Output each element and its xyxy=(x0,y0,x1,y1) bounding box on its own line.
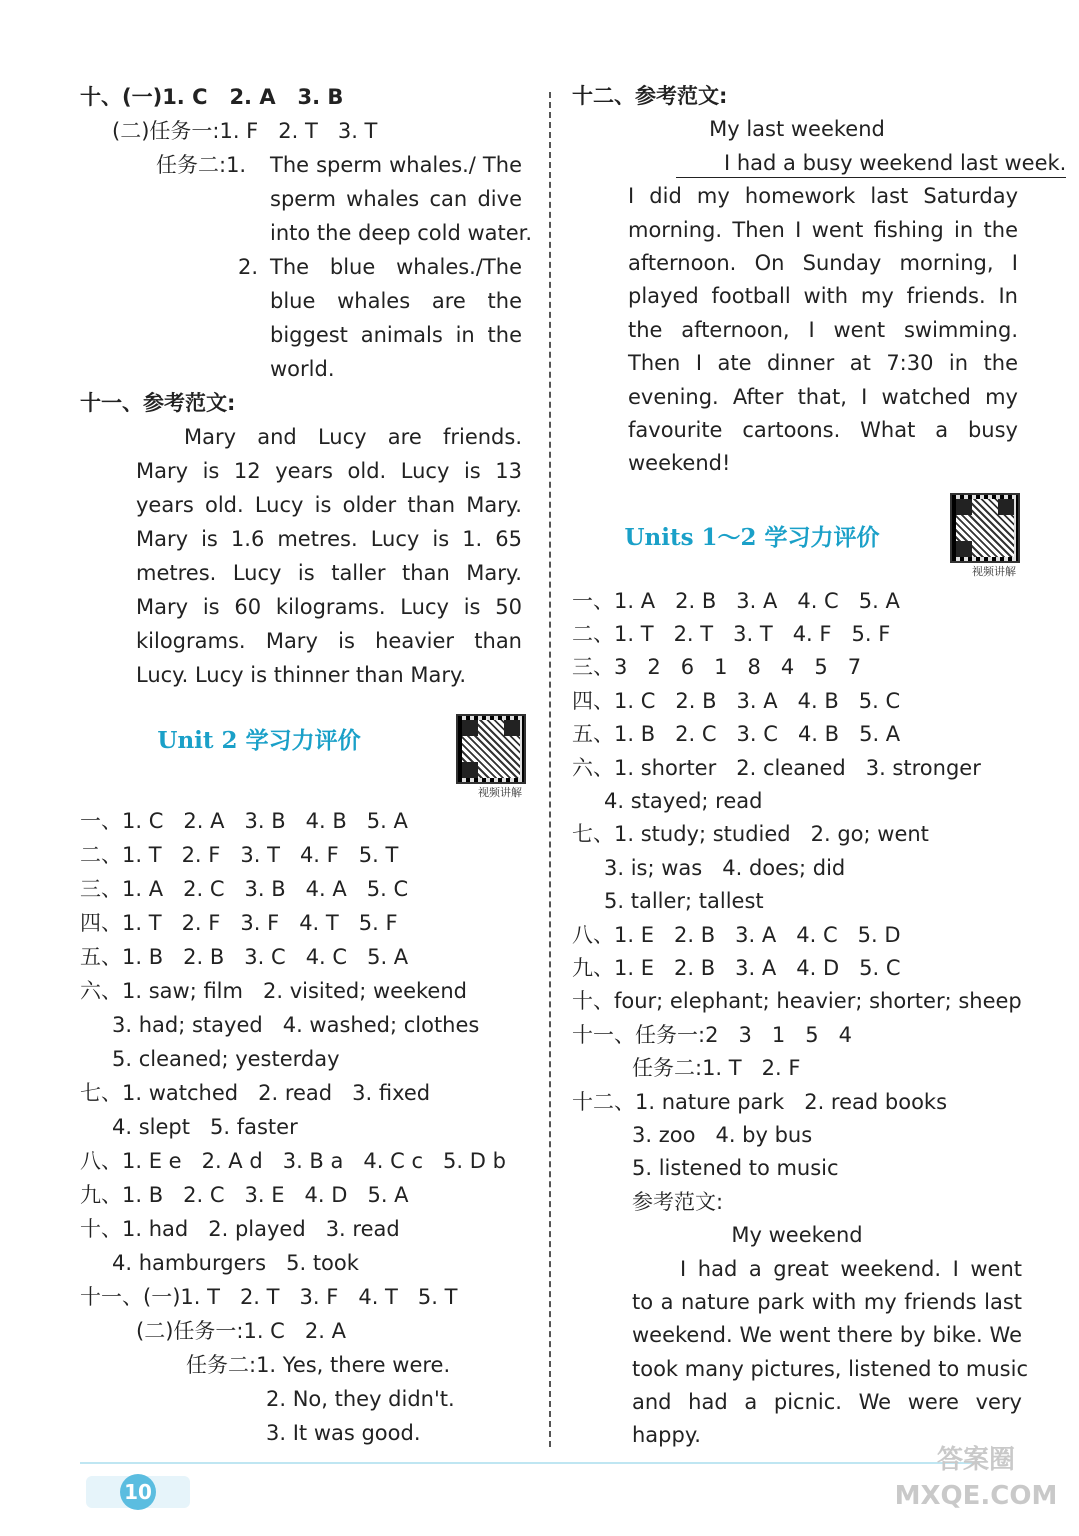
answer-line: 六、1. saw; film 2. visited; weekend xyxy=(80,979,467,1003)
essay-line: Then I ate dinner at 7:30 in the xyxy=(628,351,1018,376)
section-label: 参考范文: xyxy=(632,1189,724,1214)
essay-line: Mary is 1.6 metres. Lucy is 1. 65 xyxy=(136,527,522,551)
unit-2-header xyxy=(80,692,528,804)
answer-line: 十一、(一)1. T 2. T 3. F 4. T 5. T xyxy=(80,1285,458,1309)
answer-line: sperm whales can dive xyxy=(270,187,522,211)
answer-line: 4. slept 5. faster xyxy=(112,1115,298,1139)
essay-line: metres. Lucy is taller than Mary. xyxy=(136,561,522,585)
essay-line: Mary is 12 years old. Lucy is 13 xyxy=(136,459,522,483)
essay-line: kilograms. Mary is heavier than xyxy=(136,629,522,653)
essay-line: Lucy. Lucy is thinner than Mary. xyxy=(136,663,467,687)
page-number-badge xyxy=(86,1476,190,1508)
answer-line: blue whales are the xyxy=(270,289,522,313)
unit-title: Unit 2 学习力评价 xyxy=(157,727,361,754)
answer-line: world. xyxy=(270,357,335,381)
answer-line: 3. had; stayed 4. washed; clothes xyxy=(112,1013,480,1037)
answer-line: 八、1. E 2. B 3. A 4. C 5. D xyxy=(572,922,901,947)
essay-line: Mary and Lucy are friends. xyxy=(184,425,522,449)
essay-line: years old. Lucy is older than Mary. xyxy=(136,493,522,517)
answer-line: 八、1. E e 2. A d 3. B a 4. C c 5. D b xyxy=(80,1149,506,1173)
answer-line: 四、1. T 2. F 3. F 4. T 5. F xyxy=(80,911,398,935)
essay-line: played football with my friends. In xyxy=(628,284,1018,309)
essay-line: the afternoon, I went swimming. xyxy=(628,317,1018,342)
answer-line: 3. is; was 4. does; did xyxy=(604,855,846,880)
answer-line: 5. taller; tallest xyxy=(604,889,764,914)
essay-line: afternoon. On Sunday morning, I xyxy=(628,250,1018,275)
essay-line: happy. xyxy=(632,1423,701,1448)
essay-line: and had a picnic. We were very xyxy=(632,1390,1022,1415)
units-1-2-header xyxy=(572,481,1022,585)
answer-line: 3. zoo 4. by bus xyxy=(632,1122,813,1147)
answer-line: 四、1. C 2. B 3. A 4. B 5. C xyxy=(572,688,901,713)
essay-line: weekend! xyxy=(628,451,731,476)
answer-line: 2. No, they didn't. xyxy=(266,1387,455,1411)
answer-line: biggest animals in the xyxy=(270,323,522,347)
footer-rule xyxy=(80,1462,980,1464)
answer-block xyxy=(80,148,533,386)
answer-line: 十、(一)1. C 2. A 3. B xyxy=(80,85,344,109)
answer-line: (二)任务一:1. C 2. A xyxy=(136,1319,346,1343)
answer-line: The sperm whales./ The xyxy=(270,153,522,177)
qr-code-icon[interactable] xyxy=(950,493,1020,563)
answer-line: 任务二:1. T 2. F xyxy=(632,1056,801,1081)
answer-line: 任务二:1. Yes, there were. xyxy=(186,1353,451,1377)
answer-label: 任务二:1. xyxy=(156,153,247,177)
answer-line: 二、1. T 2. F 3. T 4. F 5. T xyxy=(80,843,399,867)
answer-line: 4. hamburgers 5. took xyxy=(112,1251,359,1275)
section-label: 十一、参考范文: xyxy=(80,391,236,415)
answer-line: into the deep cold water. xyxy=(270,221,533,245)
essay-line: to a nature park with my friends last xyxy=(632,1289,1022,1314)
answer-line: 一、1. A 2. B 3. A 4. C 5. A xyxy=(572,588,900,613)
watermark-logo xyxy=(891,1442,1061,1522)
essay-line: morning. Then I went fishing in the xyxy=(628,217,1018,242)
answer-line: 一、1. C 2. A 3. B 4. B 5. A xyxy=(80,809,408,833)
unit-title: Units 1～2 学习力评价 xyxy=(624,523,880,551)
essay-line-underlined: I had a busy weekend last week. xyxy=(676,149,1066,178)
answer-line: 3. It was good. xyxy=(266,1421,421,1445)
answer-line: 5. listened to music xyxy=(632,1156,839,1181)
answer-line: 五、1. B 2. B 3. C 4. C 5. A xyxy=(80,945,409,969)
answer-line: 4. stayed; read xyxy=(604,789,763,814)
column-divider xyxy=(549,92,551,1447)
essay-line xyxy=(572,147,1067,180)
answer-line: 七、1. study; studied 2. go; went xyxy=(572,822,929,847)
answer-line: 三、1. A 2. C 3. B 4. A 5. C xyxy=(80,877,409,901)
essay-line: evening. After that, I watched my xyxy=(628,384,1018,409)
answer-line: 六、1. shorter 2. cleaned 3. stronger xyxy=(572,755,981,780)
essay-title: My weekend xyxy=(731,1223,863,1248)
answer-line: 七、1. watched 2. read 3. fixed xyxy=(80,1081,431,1105)
right-column xyxy=(572,80,1067,1453)
essay-title: My last weekend xyxy=(709,117,885,142)
answer-line: 九、1. B 2. C 3. E 4. D 5. A xyxy=(80,1183,409,1207)
essay-line: weekend. We went there by bike. We xyxy=(632,1323,1022,1348)
answer-line: 十、1. had 2. played 3. read xyxy=(80,1217,400,1241)
qr-code-icon[interactable] xyxy=(456,714,526,784)
answer-number: 2. xyxy=(238,255,259,279)
answer-line: (二)任务一:1. F 2. T 3. T xyxy=(112,119,378,143)
answer-line: 三、3 2 6 1 8 4 5 7 xyxy=(572,655,862,680)
answer-line: 十一、任务一:2 3 1 5 4 xyxy=(572,1022,852,1047)
left-column xyxy=(80,80,533,1450)
essay-line: I did my homework last Saturday xyxy=(628,184,1018,209)
essay-line: Mary is 60 kilograms. Lucy is 50 xyxy=(136,595,522,619)
watermark-text: 答案圈 xyxy=(936,1445,1015,1475)
answer-line: 九、1. E 2. B 3. A 4. D 5. C xyxy=(572,955,901,980)
qr-label: 视频讲解 xyxy=(972,564,1016,578)
answer-line: 5. cleaned; yesterday xyxy=(112,1047,340,1071)
page-number: 10 xyxy=(120,1474,156,1510)
answer-line: 五、1. B 2. C 3. C 4. B 5. A xyxy=(572,722,901,747)
answer-line: 二、1. T 2. T 3. T 4. F 5. F xyxy=(572,622,891,647)
qr-label: 视频讲解 xyxy=(478,786,522,799)
answer-line: 十二、1. nature park 2. read books xyxy=(572,1089,948,1114)
essay-line: I had a great weekend. I went xyxy=(680,1256,1022,1281)
essay-line: took many pictures, listened to music xyxy=(632,1356,1028,1381)
answer-line: 十、four; elephant; heavier; shorter; sheep xyxy=(572,989,1022,1014)
answer-line: The blue whales./The xyxy=(270,255,522,279)
essay-line: favourite cartoons. What a busy xyxy=(628,417,1018,442)
section-label: 十二、参考范文: xyxy=(572,84,728,108)
watermark-url: MXQE.COM xyxy=(894,1481,1058,1511)
